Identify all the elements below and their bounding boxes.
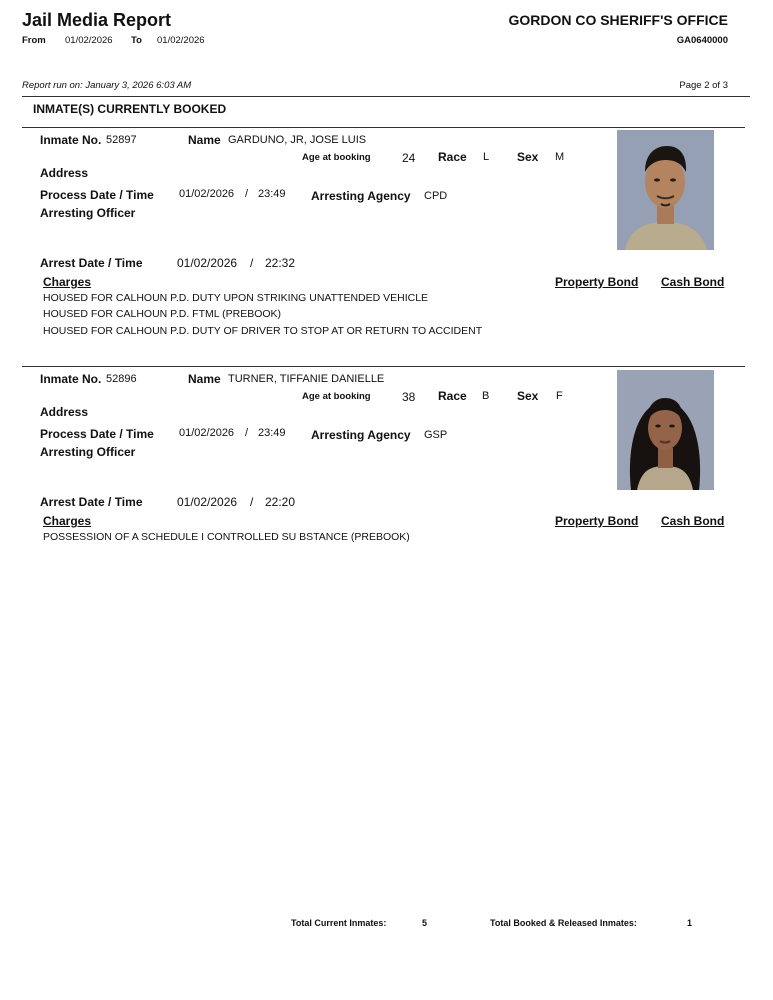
inmate-no-value: 52897: [106, 134, 137, 146]
arrest-time: 22:20: [265, 495, 296, 509]
arresting-agency-value: CPD: [424, 190, 448, 202]
charges-label: Charges: [43, 514, 92, 528]
race-value: L: [483, 151, 490, 163]
mugshot-photo: [617, 130, 714, 250]
inmate-no-value: 52896: [106, 373, 137, 385]
arrest-slash: /: [250, 256, 254, 270]
process-datetime-label: Process Date / Time: [40, 427, 154, 441]
section-title: INMATE(S) CURRENTLY BOOKED: [33, 102, 227, 116]
from-date: 01/02/2026: [65, 35, 113, 46]
inmate-no-label: Inmate No.: [40, 133, 102, 147]
age-value: 38: [402, 390, 416, 404]
arresting-officer-label: Arresting Officer: [40, 445, 136, 459]
total-current-label: Total Current Inmates:: [291, 918, 387, 928]
arrest-datetime-label: Arrest Date / Time: [40, 495, 143, 509]
property-bond-label: Property Bond: [555, 514, 639, 528]
agency-code: GA0640000: [676, 35, 728, 46]
from-label: From: [22, 35, 46, 46]
sex-label: Sex: [517, 389, 539, 403]
arresting-agency-value: GSP: [424, 429, 448, 441]
to-label: To: [131, 35, 142, 46]
cash-bond-label: Cash Bond: [661, 275, 725, 289]
total-booked-released-label: Total Booked & Released Inmates:: [490, 918, 637, 928]
charge-item: POSSESSION OF A SCHEDULE I CONTROLLED SU BSTANCE (PREBOOK): [43, 531, 410, 543]
header-divider: [22, 96, 750, 97]
inmate-name: GARDUNO, JR, JOSE LUIS: [228, 134, 367, 146]
report-run-on: Report run on: January 3, 2026 6:03 AM: [22, 80, 192, 91]
report-title: Jail Media Report: [22, 10, 172, 30]
cash-bond-label: Cash Bond: [661, 514, 725, 528]
race-label: Race: [438, 389, 467, 403]
property-bond-label: Property Bond: [555, 275, 639, 289]
sex-value: F: [556, 390, 563, 402]
sex-value: M: [555, 151, 565, 163]
process-date: 01/02/2026: [179, 427, 235, 439]
address-label: Address: [40, 166, 89, 180]
total-current-value: 5: [422, 918, 428, 928]
age-label: Age at booking: [302, 391, 371, 402]
section-divider: [22, 127, 745, 128]
record-divider: [22, 366, 745, 367]
mugshot-photo: [617, 370, 714, 490]
charge-item: HOUSED FOR CALHOUN P.D. DUTY OF DRIVER TO STOP AT OR RETURN TO ACCIDENT: [43, 325, 483, 337]
process-datetime-label: Process Date / Time: [40, 188, 154, 202]
process-date: 01/02/2026: [179, 188, 235, 200]
charge-item: HOUSED FOR CALHOUN P.D. FTML (PREBOOK): [43, 308, 282, 320]
arresting-agency-label: Arresting Agency: [311, 428, 411, 442]
age-label: Age at booking: [302, 152, 371, 163]
arrest-slash: /: [250, 495, 254, 509]
charges-label: Charges: [43, 275, 92, 289]
arresting-agency-label: Arresting Agency: [311, 189, 411, 203]
address-label: Address: [40, 405, 89, 419]
sex-label: Sex: [517, 150, 539, 164]
race-label: Race: [438, 150, 467, 164]
agency-name: GORDON CO SHERIFF'S OFFICE: [508, 12, 728, 28]
process-time: 23:49: [258, 427, 286, 439]
inmate-no-label: Inmate No.: [40, 372, 102, 386]
to-date: 01/02/2026: [157, 35, 205, 46]
total-booked-released-value: 1: [687, 918, 693, 928]
page-number: Page 2 of 3: [679, 80, 728, 91]
arrest-time: 22:32: [265, 256, 296, 270]
name-label: Name: [188, 372, 221, 386]
process-slash: /: [245, 188, 249, 200]
process-slash: /: [245, 427, 249, 439]
arrest-datetime-label: Arrest Date / Time: [40, 256, 143, 270]
name-label: Name: [188, 133, 221, 147]
inmate-name: TURNER, TIFFANIE DANIELLE: [228, 373, 385, 385]
race-value: B: [482, 390, 490, 402]
arresting-officer-label: Arresting Officer: [40, 206, 136, 220]
process-time: 23:49: [258, 188, 286, 200]
charge-item: HOUSED FOR CALHOUN P.D. DUTY UPON STRIKING UNATTENDED VEHICLE: [43, 292, 429, 304]
age-value: 24: [402, 151, 416, 165]
arrest-date: 01/02/2026: [177, 256, 238, 270]
arrest-date: 01/02/2026: [177, 495, 238, 509]
